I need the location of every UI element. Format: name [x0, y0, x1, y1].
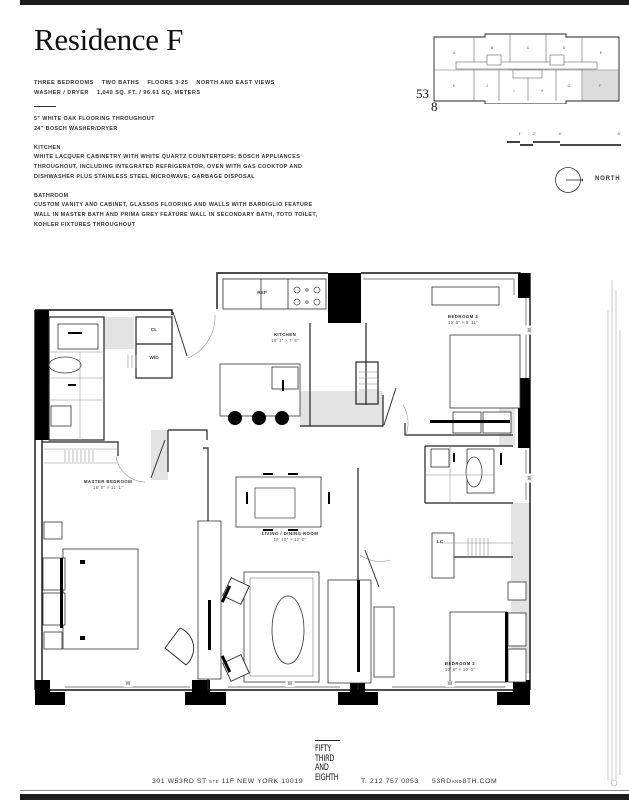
svg-text:G: G — [567, 84, 571, 88]
footer-phone: T. 212 757 0053 — [361, 778, 419, 785]
kitchen-line: THROUGHOUT, INCLUDING INTEGRATED REFRIGERATOR, OVEN WITH GAS COOKTOP AND — [34, 163, 303, 170]
unit-specs — [34, 78, 275, 98]
svg-text:I: I — [513, 89, 515, 93]
logo-word: FIFTY — [315, 744, 332, 754]
top-border-bar — [20, 0, 629, 5]
window-label: W — [447, 681, 453, 687]
north-arrow-icon — [553, 165, 583, 195]
bottom-border-thin — [20, 790, 629, 791]
website-part: 53RD — [432, 778, 452, 785]
bathroom-line: WALL IN MASTER BATH AND PRIMA GREY FEATURE WALL IN SECONDARY BATH, TOTO TOILET, — [34, 211, 318, 218]
svg-text:E: E — [599, 51, 603, 55]
room-label-kitchen: KITCHEN — [273, 332, 297, 337]
window-label: W — [125, 681, 131, 687]
bottom-border-bar — [20, 794, 629, 800]
floor-plan — [20, 260, 580, 710]
address-city: 11F NEW YORK 10019 — [221, 778, 304, 785]
logo-rule — [315, 740, 340, 741]
bathroom-line: KOHLER FIXTURES THROUGHOUT — [34, 221, 136, 228]
street-label-53rd: 53 — [416, 86, 429, 101]
room-dims-bedroom-2: 10' 8" × 10' 0" — [444, 667, 476, 672]
section-divider — [34, 106, 56, 107]
refrigerator-label: REF — [257, 291, 267, 296]
kitchen-features — [34, 144, 344, 182]
address-street: 301 W53RD ST — [152, 778, 207, 785]
footer-address — [152, 778, 303, 785]
features-list — [34, 115, 344, 240]
scale-bar — [505, 128, 625, 150]
spec-floors: FLOORS 3-25 — [147, 80, 189, 86]
logo-word: AND — [315, 763, 329, 774]
kitchen-line: WHITE LACQUER CABINETRY WITH WHITE QUARTZ COUNTERTOPS; BOSCH APPLIANCES — [34, 154, 301, 161]
svg-text:8': 8' — [617, 131, 621, 136]
building-logo — [315, 740, 341, 783]
general-features — [34, 115, 344, 134]
room-dims-bedroom-3: 10' 5" × 9' 11" — [448, 320, 478, 325]
svg-text:4': 4' — [558, 131, 562, 136]
linen-closet-label: LC — [436, 540, 444, 545]
legal-disclaimer — [604, 270, 626, 790]
logo-word: EIGHTH — [315, 772, 339, 783]
spec-baths: TWO BATHS — [101, 80, 140, 86]
logo-word: THIRD — [315, 753, 335, 764]
kitchen-heading: KITCHEN — [34, 144, 61, 151]
room-dims-kitchen: 10' 1" × 7' 5" — [271, 338, 299, 343]
room-label-living-dining: LIVING / DINING ROOM — [261, 531, 319, 536]
specs-line-2 — [34, 88, 275, 98]
svg-text:B: B — [490, 46, 494, 50]
svg-text:K: K — [452, 84, 456, 88]
bathroom-heading: BATHROOM — [34, 192, 69, 199]
svg-text:J: J — [486, 84, 488, 88]
room-dims-living-dining: 18' 10" × 12' 0" — [273, 537, 307, 542]
washer-dryer-label: W/D — [149, 356, 159, 361]
spec-laundry: WASHER / DRYER — [34, 90, 89, 96]
north-label: NORTH — [595, 176, 621, 182]
bathroom-features — [34, 192, 344, 230]
svg-text:2': 2' — [532, 131, 536, 136]
spec-bedrooms: THREE BEDROOMS — [34, 80, 94, 86]
room-label-master-bedroom: MASTER BEDROOM — [83, 479, 133, 484]
feature-flooring: 5" WHITE OAK FLOORING THROUGHOUT — [34, 116, 155, 122]
footer-website[interactable] — [432, 778, 497, 785]
window-label: W — [287, 681, 293, 687]
svg-text:C: C — [526, 46, 530, 50]
specs-line-1 — [34, 78, 275, 88]
svg-text:D: D — [562, 46, 566, 50]
street-label-8th: 8 — [431, 99, 438, 114]
room-label-bedroom-2: BEDROOM 2 — [444, 661, 476, 666]
closet-label: CL — [150, 328, 158, 333]
website-part: 8TH.COM — [462, 778, 498, 785]
feature-washer-dryer: 24" BOSCH WASHER/DRYER — [34, 125, 118, 132]
window-label: W — [525, 475, 532, 481]
kitchen-line: DISHWASHER PLUS STAINLESS STEEL MICROWAVE; GARBAGE DISPOSAL — [34, 173, 255, 180]
address-suite-prefix: STE — [209, 779, 220, 784]
room-dims-master-bedroom: 16' 0" × 11' 1" — [93, 485, 123, 490]
svg-text:H: H — [540, 89, 544, 93]
page-title: Residence F — [34, 22, 184, 57]
svg-text:1': 1' — [518, 131, 522, 136]
bathroom-line: CUSTOM VANITY AND CABINET, GLASSOS FLOORING AND WALLS WITH BARDIGLIO FEATURE — [34, 202, 313, 209]
spec-area: 1,040 SQ. FT. / 96.61 SQ. METERS — [96, 90, 201, 96]
website-part: AND — [451, 779, 463, 784]
spec-views: NORTH AND EAST VIEWS — [196, 80, 275, 86]
room-label-bedroom-3: BEDROOM 3 — [447, 314, 479, 319]
key-plan — [432, 30, 622, 104]
svg-text:F: F — [598, 84, 602, 88]
window-label: W — [525, 327, 532, 333]
svg-text:A: A — [452, 51, 456, 55]
